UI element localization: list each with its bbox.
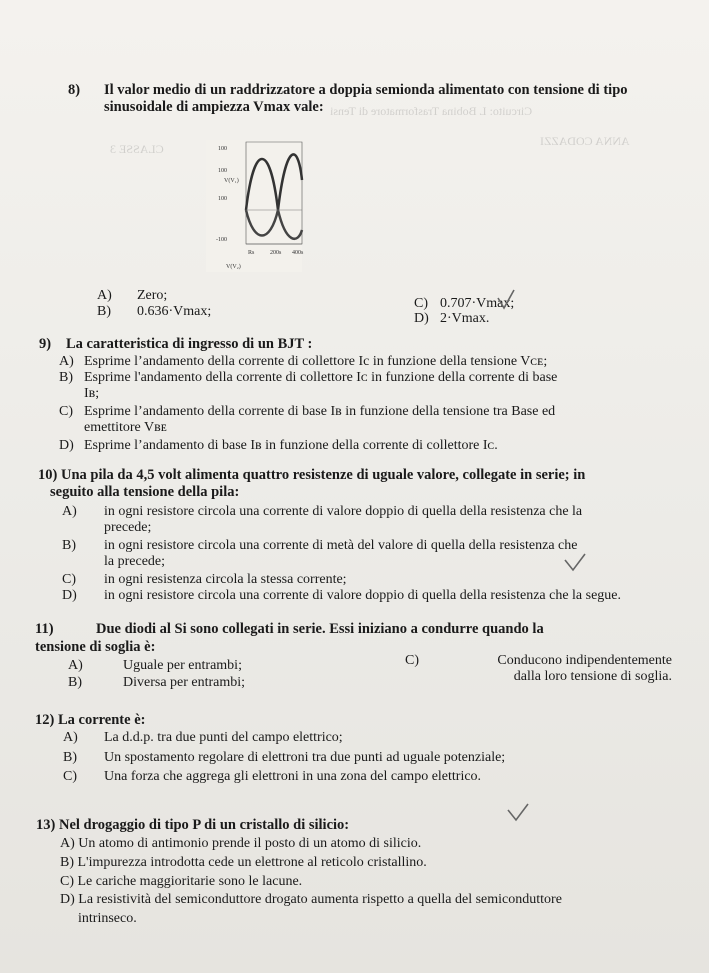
plot-tick: 400s xyxy=(292,250,304,256)
q8-option-a[interactable]: Zero; xyxy=(137,288,168,303)
q9-option-d-letter: D) xyxy=(59,438,74,453)
q10-option-c-letter: C) xyxy=(62,572,76,587)
q11-option-c-line2: dalla loro tensione di soglia. xyxy=(513,669,672,684)
q12-option-a-letter: A) xyxy=(63,730,78,745)
q12-option-c[interactable]: Una forza che aggrega gli elettroni in una zona del campo elettrico. xyxy=(104,769,482,784)
q13-title: Nel drogaggio di tipo P di un cristallo di silicio: xyxy=(58,817,350,833)
q13-option-b-text: L'impurezza introdotta cede un elettrone al reticolo cristallino. xyxy=(77,855,427,870)
q10-option-a-line1: in ogni resistore circola una corrente di valore doppio di quella della resistenza che la xyxy=(104,504,583,519)
q11-option-b-letter: B) xyxy=(68,675,82,690)
q11-line1: Due diodi al Si sono collegati in serie. Essi iniziano a condurre quando la xyxy=(96,621,544,637)
bleed-through-text: CLASSE 3 xyxy=(110,142,164,156)
q11-option-a[interactable]: Uguale per entrambi; xyxy=(123,658,242,673)
plot-tick: 100 xyxy=(218,146,227,152)
plot-tick: 100 xyxy=(218,168,227,174)
q10-line2: seguito alla tensione della pila: xyxy=(50,484,240,500)
plot-tick: 200s xyxy=(270,250,282,256)
q11-option-a-letter: A) xyxy=(68,658,83,673)
plot-tick: -100 xyxy=(216,237,227,243)
q9-number: 9) xyxy=(39,336,52,352)
plot-tick: Rs xyxy=(248,250,255,256)
q10-option-a-letter: A) xyxy=(62,504,77,519)
q9-option-c-letter: C) xyxy=(59,404,73,419)
q8-option-d-letter: D) xyxy=(414,311,429,326)
plot-tick: 100 xyxy=(218,196,227,202)
q10-option-c[interactable]: in ogni resistenza circola la stessa corrente; xyxy=(104,572,347,587)
q9-option-a-letter: A) xyxy=(59,354,74,369)
q12-option-c-letter: C) xyxy=(63,769,77,784)
q12-option-b[interactable]: Un spostamento regolare di elettroni tra due punti ad uguale potenziale; xyxy=(104,750,506,765)
q13-option-b-letter: B) xyxy=(60,855,74,870)
q12-option-a[interactable]: La d.d.p. tra due punti del campo elettrico; xyxy=(104,730,343,745)
q10-option-a-line2: precede; xyxy=(104,520,152,535)
bleed-through-text: ANNA CODAZZI xyxy=(540,134,630,148)
q9-option-b-letter: B) xyxy=(59,370,73,385)
plot-series-label: V(V₂) xyxy=(226,264,241,270)
q8-number: 8) xyxy=(68,82,81,98)
q12-number: 12) xyxy=(35,712,55,728)
q8-option-b[interactable]: 0.636·Vmax; xyxy=(137,304,212,319)
q13-option-c-text: Le cariche maggioritarie sono le lacune. xyxy=(77,874,303,889)
q8-option-c[interactable]: 0.707·Vmax; xyxy=(440,296,515,311)
q10-line1-text: Una pila da 4,5 volt alimenta quattro resistenze di uguale valore, collegate in serie; in xyxy=(60,467,586,483)
q11-line2: tensione di soglia è: xyxy=(35,639,156,655)
q11-option-c-line1: Conducono indipendentemente xyxy=(497,653,672,668)
plot-series-label: V(V₁) xyxy=(224,178,239,184)
q10-number: 10) xyxy=(38,467,58,483)
q13-option-d-letter: D) xyxy=(60,892,75,907)
q8-line1: Il valor medio di un raddrizzatore a doppia semionda alimentato con tensione di tipo xyxy=(104,82,628,98)
q10-option-b-line1: in ogni resistore circola una corrente di metà del valore di quella della resistenza che xyxy=(104,538,578,553)
q13-option-d-line2: intrinseco. xyxy=(78,911,137,926)
q8-option-d[interactable]: 2·Vmax. xyxy=(440,311,490,326)
q10-option-b-letter: B) xyxy=(62,538,76,553)
q13-number: 13) xyxy=(36,817,56,833)
q13-option-d-text: La resistività del semiconduttore drogato aumenta rispetto a quella del semiconduttore xyxy=(78,892,562,907)
q10-option-d[interactable]: in ogni resistore circola una corrente di valore doppio di quella della resistenza che la segue. xyxy=(104,588,622,603)
q8-option-c-letter: C) xyxy=(414,296,428,311)
q10-option-b-line2: la precede; xyxy=(104,554,166,569)
q11-number: 11) xyxy=(35,621,54,637)
q9-option-c-line2: emettitore Vʙᴇ xyxy=(84,420,167,435)
q13-option-c-letter: C) xyxy=(60,874,74,889)
q11-option-c-letter: C) xyxy=(405,653,419,668)
q12-option-b-letter: B) xyxy=(63,750,77,765)
q9-option-a[interactable]: Esprime l’andamento della corrente di collettore Ic in funzione della tensione Vᴄᴇ; xyxy=(84,354,548,369)
q8-option-b-letter: B) xyxy=(97,304,111,319)
bleed-through-text: Circuito: L Bobina Trasformatore di Tensi xyxy=(330,104,533,118)
q11-option-b[interactable]: Diversa per entrambi; xyxy=(123,675,246,690)
q9-option-b-line2: Iʙ; xyxy=(84,386,100,401)
q8-line2: sinusoidale di ampiezza Vmax vale: xyxy=(104,99,324,115)
q9-option-b-line1: Esprime l'andamento della corrente di collettore Iᴄ in funzione della corrente di base xyxy=(84,370,558,385)
q10-option-d-letter: D) xyxy=(62,588,77,603)
q12-title: La corrente è: xyxy=(57,712,146,728)
q9-option-c-line1: Esprime l’andamento della corrente di base Iʙ in funzione della tensione tra Base ed xyxy=(84,404,556,419)
q8-option-a-letter: A) xyxy=(97,288,112,303)
q13-option-a-letter: A) xyxy=(60,836,75,851)
q9-option-d[interactable]: Esprime l’andamento di base Iʙ in funzione della corrente di collettore Iᴄ. xyxy=(84,438,498,453)
q13-option-a-text: Un atomo di antimonio prende il posto di un atomo di silicio. xyxy=(78,836,422,851)
q9-title: La caratteristica di ingresso di un BJT : xyxy=(66,336,313,352)
